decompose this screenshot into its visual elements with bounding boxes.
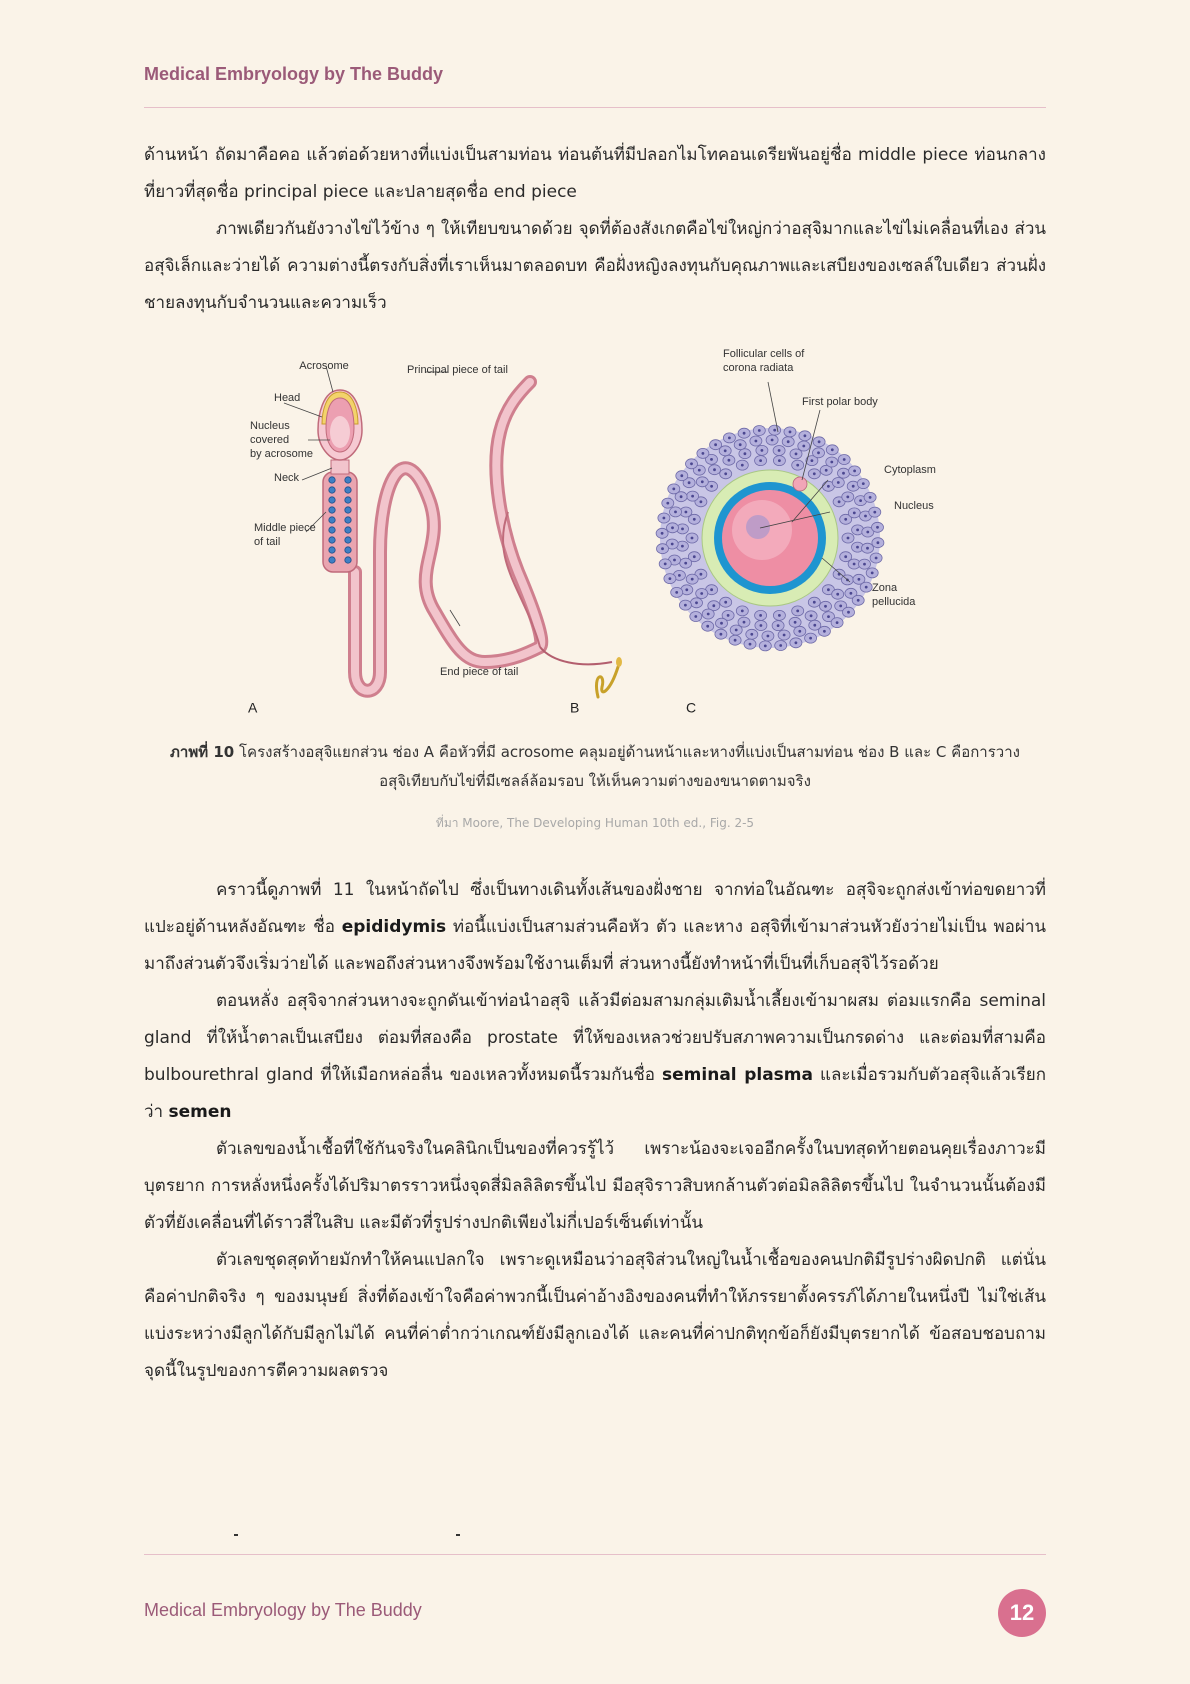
follicular-cell-nucleus	[685, 511, 688, 514]
follicular-cell-nucleus	[685, 588, 688, 591]
follicular-cell-nucleus	[856, 529, 859, 532]
text-run: ท่อนี้แบ่งเป็นสามส่วนคือหัว ตัว และหาง อสุจิที่เข้ามาส่วนหัวยังว่ายไม่เป็น พอผ่านมาถึงส่วนตัวจึงเริ่มว่ายได้ และพอถึงส่วนหางจึงพร้อมใช้งานเต็มที่ ส่วนหางนี้ยังทำหน้าที่เป็นที่เก็บอสุจิไว้รอด้วย	[144, 917, 1047, 974]
follicular-cell-nucleus	[827, 588, 830, 591]
follicular-cell-nucleus	[675, 591, 678, 594]
label-zona-pellucida: Zona	[872, 582, 898, 595]
follicular-cell-nucleus	[724, 472, 727, 475]
label-follicular-cells: Follicular cells of	[723, 348, 805, 361]
follicular-cell-nucleus	[690, 462, 693, 465]
follicular-cell-nucleus	[700, 500, 703, 503]
follicular-cell-nucleus	[693, 555, 696, 558]
label-middle-piece: of tail	[254, 536, 281, 549]
follicular-cell-nucleus	[714, 443, 717, 446]
paragraph: ตัวเลขชุดสุดท้ายมักทำให้คนแปลกใจ เพราะดูเหมือนว่าอสุจิส่วนใหญ่ในน้ำเชื้อของคนปกติมีรูปร่างผิดปกติ แต่นั่นคือค่าปกติจริง ๆ ของมนุษย์ สิ่งที่ต้องเข้าใจคือค่าพวกนี้เป็นค่าอ้างอิงของคนที่ทำให้ภรรยาตั้งครรภ์ได้ภายในหนึ่งปี ไม่ใช่เส้นแบ่งระหว่างมีลูกได้กับมีลูกไม่ได้ คนที่ค่าต่ำกว่าเกณฑ์ยังมีลูกเองได้ และคนที่ค่าปกติทุกข้อก็ยังมีบุตรยากได้ ข้อสอบชอบถามจุดนี้ในรูปของการตีความผลตรวจ	[144, 1250, 1046, 1381]
follicular-cell-nucleus	[680, 474, 683, 477]
label-neck: Neck	[274, 472, 300, 485]
follicular-cell-nucleus	[877, 541, 880, 544]
caption-label: ภาพที่ 10	[170, 743, 235, 761]
follicular-cell-nucleus	[744, 452, 747, 455]
follicular-cell-nucleus	[710, 458, 713, 461]
follicular-cell-nucleus	[684, 604, 687, 607]
follicular-cell-nucleus	[666, 502, 669, 505]
figure-sperm-and-oocyte	[240, 348, 960, 722]
label-end-piece: End piece of tail	[440, 666, 519, 679]
follicular-cell-nucleus	[837, 481, 840, 484]
follicular-cell-nucleus	[678, 574, 681, 577]
follicular-cell-nucleus	[836, 621, 839, 624]
follicular-cell-nucleus	[664, 563, 667, 566]
follicular-cell-nucleus	[817, 451, 820, 454]
follicular-cell-nucleus	[858, 578, 861, 581]
follicular-cell-nucleus	[671, 526, 674, 529]
small-sperm-diagram	[570, 657, 622, 715]
follicular-cell-nucleus	[798, 630, 801, 633]
follicular-cell-nucleus	[698, 469, 701, 472]
follicular-cell-nucleus	[724, 449, 727, 452]
follicular-cell-nucleus	[813, 472, 816, 475]
oocyte-diagram	[656, 348, 936, 715]
follicular-cell-nucleus	[759, 614, 762, 617]
paragraph: ด้านหน้า ถัดมาคือคอ แล้วต่อด้วยหางที่แบ่งเป็นสามท่อน ท่อนต้นที่มีปลอกไมโทคอนเดรียพันอยู่ชื่อ middle piece ท่อนกลางที่ยาวที่สุดชื่อ principal piece และปลายสุดชื่อ end piece	[144, 145, 1046, 202]
follicular-cell-nucleus	[794, 621, 797, 624]
follicular-cell-nucleus	[869, 496, 872, 499]
follicular-cell-nucleus	[773, 429, 776, 432]
follicular-cell-nucleus	[866, 547, 869, 550]
follicular-cell-nucleus	[764, 645, 767, 648]
label-middle-piece: Middle piece	[254, 522, 316, 535]
follicular-cell-nucleus	[823, 630, 826, 633]
caption-text: โครงสร้างอสุจิแยกส่วน ช่อง A คือหัวที่มี acrosome คลุมอยู่ด้านหน้าและหางที่แบ่งเป็นสามท่อน ช่อง B และ C คือการวางอสุจิเทียบกับไข่ที่มีเซลล์ล้อมรอบ ให้เห็นความต่างของขนาดตามจริง	[234, 743, 1020, 790]
follicular-cell-nucleus	[787, 440, 790, 443]
paragraph	[144, 872, 1046, 983]
main-text	[144, 872, 1046, 1390]
follicular-cell-nucleus	[750, 633, 753, 636]
follicular-cell-nucleus	[778, 614, 781, 617]
follicular-cell-nucleus	[844, 555, 847, 558]
follicular-cell-nucleus	[707, 613, 710, 616]
follicular-cell-nucleus	[778, 459, 781, 462]
paragraph: ตัวเลขของน้ำเชื้อที่ใช้กันจริงในคลินิกเป็นของที่ควรรู้ไว้ เพราะน้องจะเจออีกครั้งในบทสุดท้ายตอนคุยเรื่องภาวะมีบุตรยาก การหลั่งหนึ่งครั้งได้ปริมาตรราวหนึ่งจุดสี่มิลลิลิตรขึ้นไป มีอสุจิราวสิบหกล้านตัวต่อมิลลิลิตรขึ้นไป ในจำนวนนั้นต้องมีตัวที่ยังเคลื่อนที่ได้ราวสี่ในสิบ และมีตัวที่รูปร่างปกติเพียงไม่กี่เปอร์เซ็นต์เท่านั้น	[144, 1139, 1046, 1233]
follicular-cell-nucleus	[865, 586, 868, 589]
header-divider	[144, 107, 1046, 108]
follicular-cell-nucleus	[804, 434, 807, 437]
text-run: ตอนหลั่ง อสุจิจากส่วนหางจะถูกดันเข้าท่อนำอสุจิ แล้วมีต่อมสามกลุ่มเติมน้ำเลี้ยงเข้ามาผสม ต่อมแรกคือ seminal gland ที่ให้น้ำตาลเป็นเสบียง ต่อมที่สองคือ prostate ที่ให้ของเหลวช่วยปรับสภาพความเป็นกรดด่าง และต่อมที่สามคือ bulbourethral gland ที่ให้เมือกหล่อลื่น ของเหลวทั้งหมดนี้รวมกันชื่อ	[144, 991, 1046, 1085]
figure-source: ที่มา Moore, The Developing Human 10th ed., Fig. 2-5	[435, 816, 755, 830]
follicular-cell-nucleus	[684, 562, 687, 565]
follicular-cell-nucleus	[710, 485, 713, 488]
label-zona-pellucida: pellucida	[872, 596, 916, 609]
follicular-cell-nucleus	[802, 445, 805, 448]
label-cytoplasm: Cytoplasm	[884, 464, 936, 477]
page-number-badge: 12	[998, 1589, 1046, 1637]
follicular-cell-nucleus	[857, 599, 860, 602]
follicular-cell-nucleus	[728, 459, 731, 462]
follicular-cell-nucleus	[830, 461, 833, 464]
follicular-cell-nucleus	[710, 588, 713, 591]
panel-label-b: B	[570, 699, 580, 716]
follicular-cell-nucleus	[741, 610, 744, 613]
stray-marks	[230, 1532, 470, 1540]
follicular-cell-nucleus	[876, 526, 879, 529]
follicular-cell-nucleus	[727, 614, 730, 617]
follicular-cell-nucleus	[701, 480, 704, 483]
follicular-cell-nucleus	[693, 518, 696, 521]
follicular-cell-nucleus	[796, 464, 799, 467]
follicular-cell-nucleus	[749, 643, 752, 646]
term-seminal-plasma: seminal plasma	[662, 1065, 813, 1085]
figure-illustration	[240, 348, 960, 722]
follicular-cell-nucleus	[755, 440, 758, 443]
follicular-cell-nucleus	[691, 537, 694, 540]
running-footer: Medical Embryology by The Buddy	[144, 1600, 422, 1620]
follicular-cell-nucleus	[850, 592, 853, 595]
follicular-cell-nucleus	[853, 512, 856, 515]
follicular-cell-nucleus	[836, 593, 839, 596]
follicular-cell-nucleus	[712, 604, 715, 607]
follicular-cell-nucleus	[827, 615, 830, 618]
follicular-cell-nucleus	[813, 624, 816, 627]
follicular-cell-nucleus	[809, 637, 812, 640]
follicular-cell-nucleus	[875, 557, 878, 560]
follicular-cell-nucleus	[825, 469, 828, 472]
follicular-cell-nucleus	[873, 511, 876, 514]
follicular-cell-nucleus	[760, 624, 763, 627]
follicular-cell-nucleus	[672, 488, 675, 491]
text-run: คราวนี้ดูภาพที่ 11 ในหน้าถัดไป ซึ่งเป็นทางเดินทั้งเส้นของฝั่งชาย จากท่อในอัณฑะ อสุจิจะถูกส่งเข้าท่อขดยาวที่แปะอยู่ด้านหลังอัณฑะ ชื่อ	[144, 880, 1046, 937]
follicular-cell-nucleus	[702, 452, 705, 455]
follicular-cell-nucleus	[777, 624, 780, 627]
follicular-cell-nucleus	[700, 592, 703, 595]
follicular-cell-nucleus	[691, 495, 694, 498]
follicular-cell-nucleus	[673, 559, 676, 562]
follicular-cell-nucleus	[680, 495, 683, 498]
follicular-cell-nucleus	[674, 511, 677, 514]
label-follicular-cells: corona radiata	[723, 362, 794, 375]
follicular-cell-nucleus	[663, 517, 666, 520]
follicular-cell-nucleus	[735, 629, 738, 632]
follicular-cell-nucleus	[771, 439, 774, 442]
paragraph	[144, 983, 1046, 1131]
follicular-cell-nucleus	[795, 641, 798, 644]
follicular-cell-nucleus	[831, 448, 834, 451]
follicular-cell-nucleus	[859, 499, 862, 502]
follicular-cell-nucleus	[789, 431, 792, 434]
follicular-cell-nucleus	[856, 546, 859, 549]
label-nucleus-covered: covered	[250, 434, 290, 447]
follicular-cell-nucleus	[864, 515, 867, 518]
term-semen: semen	[168, 1102, 232, 1122]
follicular-cell-nucleus	[669, 577, 672, 580]
label-principal-piece: Principal piece of tail	[407, 364, 508, 377]
follicular-cell-nucleus	[761, 449, 764, 452]
follicular-cell-nucleus	[681, 545, 684, 548]
follicular-cell-nucleus	[713, 468, 716, 471]
follicular-cell-nucleus	[758, 429, 761, 432]
follicular-cell-nucleus	[818, 440, 821, 443]
follicular-cell-nucleus	[767, 635, 770, 638]
follicular-cell-nucleus	[796, 610, 799, 613]
label-nucleus-covered: Nucleus	[250, 420, 290, 433]
follicular-cell-nucleus	[759, 459, 762, 462]
follicular-cell-nucleus	[866, 531, 869, 534]
follicular-cell-nucleus	[838, 500, 841, 503]
running-header: Medical Embryology by The Buddy	[144, 64, 444, 84]
follicular-cell-nucleus	[728, 437, 731, 440]
term-epididymis: epididymis	[341, 917, 447, 937]
label-nucleus: Nucleus	[894, 500, 934, 513]
follicular-cell-nucleus	[671, 543, 674, 546]
intro-text	[144, 137, 1046, 322]
follicular-cell-nucleus	[694, 615, 697, 618]
follicular-cell-nucleus	[846, 496, 849, 499]
follicular-cell-nucleus	[661, 547, 664, 550]
follicular-cell-nucleus	[739, 443, 742, 446]
panel-label-a: A	[248, 699, 258, 716]
label-nucleus-covered: by acrosome	[250, 448, 313, 461]
follicular-cell-nucleus	[871, 572, 874, 575]
follicular-cell-nucleus	[795, 453, 798, 456]
follicular-cell-nucleus	[862, 482, 865, 485]
follicular-cell-nucleus	[720, 622, 723, 625]
follicular-cell-nucleus	[741, 464, 744, 467]
follicular-cell-nucleus	[853, 563, 856, 566]
follicular-cell-nucleus	[681, 528, 684, 531]
label-acrosome: Acrosome	[299, 360, 349, 373]
follicular-cell-nucleus	[844, 518, 847, 521]
follicular-cell-nucleus	[695, 601, 698, 604]
follicular-cell-nucleus	[743, 621, 746, 624]
follicular-cell-nucleus	[734, 639, 737, 642]
follicular-cell-nucleus	[778, 449, 781, 452]
follicular-cell-nucleus	[847, 537, 850, 540]
text-run: และเมื่อรวมกับตัวอสุจิแล้วเรียกว่า	[144, 1065, 1047, 1122]
follicular-cell-nucleus	[706, 625, 709, 628]
label-head: Head	[274, 392, 301, 405]
follicular-cell-nucleus	[661, 532, 664, 535]
follicular-cell-nucleus	[839, 605, 842, 608]
follicular-cell-nucleus	[783, 634, 786, 637]
follicular-cell-nucleus	[691, 578, 694, 581]
sperm-diagram	[248, 360, 612, 715]
panel-label-c: C	[686, 699, 697, 716]
follicular-cell-nucleus	[852, 485, 855, 488]
follicular-cell-nucleus	[847, 611, 850, 614]
follicular-cell-nucleus	[843, 458, 846, 461]
follicular-cell-nucleus	[700, 573, 703, 576]
follicular-cell-nucleus	[824, 605, 827, 608]
footer-divider	[144, 1554, 1046, 1555]
paragraph: ภาพเดียวกันยังวางไข่ไว้ข้าง ๆ ให้เทียบขนาดด้วย จุดที่ต้องสังเกตคือไข่ใหญ่กว่าอสุจิมากและไข่ไม่เคลื่อนที่เอง ส่วนอสุจิเล็กและว่ายได้ ความต่างนี้ตรงกับสิ่งที่เราเห็นมาตลอดบท คือฝั่งหญิงลงทุนกับคุณภาพและเสบียงของเซลล์ใบเดียว ส่วนฝั่งชายลงทุนกับจำนวนและความเร็ว	[144, 219, 1046, 313]
follicular-cell-nucleus	[863, 563, 866, 566]
follicular-cell-nucleus	[853, 470, 856, 473]
follicular-cell-nucleus	[842, 472, 845, 475]
follicular-cell-nucleus	[810, 614, 813, 617]
follicular-cell-nucleus	[811, 459, 814, 462]
follicular-cell-nucleus	[779, 644, 782, 647]
figure-caption	[170, 738, 1020, 796]
follicular-cell-nucleus	[743, 432, 746, 435]
follicular-cell-nucleus	[724, 601, 727, 604]
follicular-cell-nucleus	[688, 481, 691, 484]
follicular-cell-nucleus	[720, 633, 723, 636]
follicular-cell-nucleus	[827, 485, 830, 488]
follicular-cell-nucleus	[813, 601, 816, 604]
label-first-polar-body: First polar body	[802, 396, 878, 409]
